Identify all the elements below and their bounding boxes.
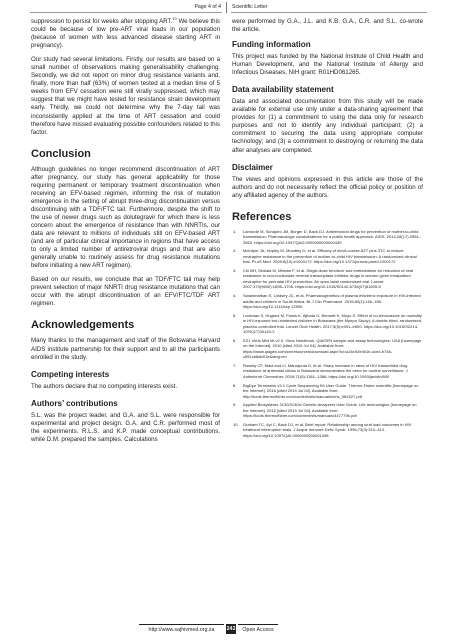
citation-superscript[interactable]: 10 bbox=[172, 15, 177, 21]
paragraph-text: We believe this could be because of low pre-ART viral loads in our population (because of women with less advanced disease starting ART in pregnancy). bbox=[31, 18, 221, 50]
paragraph-conclusion-2: Based on our results, we conclude that an TDF/FTC tail may help prevent selection of major NNRTI drug resistance mutations that can occur with the abrupt discontinuation of an EFV/FTC/TDF ART regimen. bbox=[31, 276, 220, 308]
reference-item[interactable] bbox=[232, 293, 423, 309]
paragraph-limitations: Our study had several limitations. Firstly, our results are based on a small number of observations making generalisability challenging. Secondly, we did not report on minor drug resistance variants and, finally, more than half (63%) of women tested at a median time of 5 weeks from EFV cessation were still virally suppressed, which may suggest that we might have tested for resistance strain development early. Thirdly, we could not determine why the 7-day tail was inconsistently applied at the time of ART cessation and could therefore have missed evaluating possible confounders related to this factor. bbox=[31, 56, 220, 136]
reference-number: 10. bbox=[233, 421, 239, 427]
reference-item[interactable] bbox=[232, 313, 423, 335]
reference-number: 7. bbox=[233, 363, 237, 368]
heading-authors-contributions: Authors’ contributions bbox=[31, 398, 118, 408]
heading-funding: Funding information bbox=[232, 40, 311, 50]
paragraph-funding: This project was funded by the National Institute of Child Health and Human Development, and the National Institute of Allergy and Infectious Diseases, NIH grant: R01HD061265. bbox=[232, 53, 423, 77]
reference-item[interactable] bbox=[232, 402, 423, 418]
heading-competing-interests: Competing interests bbox=[31, 369, 110, 379]
heading-acknowledgements: Acknowledgements bbox=[31, 319, 135, 332]
reference-number: 1. bbox=[233, 228, 237, 234]
reference-item[interactable] bbox=[232, 363, 423, 379]
paragraph-authors-contributions: S.L. was the project leader, and G.A. and S.L. were responsible for experimental and project design. G.A. and C.R. performed most of the experiments. R.L.S. and K.P. made conceptual contributions, while D.M. prepared the samples. Calculations bbox=[31, 411, 220, 443]
reference-text: Graham TC, Ayi C, Back DJ, et al. Brief report: Relationship among viral load outcomes in HIV treatment interruption trials. J Acquir Immune Defic Syndr. 1996;73(3):310–313. https://doi.org/10.1097/QAI.0000000000001098 bbox=[243, 421, 412, 438]
open-access-label: Open Access bbox=[238, 624, 278, 635]
right-column bbox=[232, 18, 423, 442]
reference-number: 3. bbox=[233, 268, 237, 274]
header-rule-right bbox=[231, 12, 427, 13]
footer-page-number: 243 bbox=[226, 626, 236, 632]
header-page-number: Page 4 of 4 bbox=[194, 4, 221, 10]
heading-disclaimer: Disclaimer bbox=[232, 162, 273, 172]
heading-data-availability: Data availability statement bbox=[232, 85, 334, 95]
header-divider bbox=[226, 2, 227, 13]
paragraph-competing-interests: The authors declare that no competing interests exist. bbox=[31, 382, 178, 390]
reference-text: Lamorde M, Schapiro JM, Burger D, Back DJ. Antiretroviral drugs for prevention of mother-to-child transmission: Pharmacologic considerations for a public health approach. AIDS. 2014;28(17):2551–2563. https://doi.org/10.1097/QAD.0000000000000439 bbox=[243, 228, 421, 245]
reference-text: EZ1 Virus Mini kit v2.0, Virus Handbook. QIAGEN sample and assay technologies, USA [homepage on the Internet]. 2010 [cited 2019 Jul 04]. Available from: https://www.qiagen.com/cn/resources/download.aspx?id=a15c92e4b1b-4ce4-b746-c551cb8ab01e&lang=en bbox=[243, 337, 422, 360]
reference-item[interactable] bbox=[232, 422, 423, 438]
heading-conclusion: Conclusion bbox=[31, 147, 91, 160]
paragraph-contributions-cont: were performed by G.A., J.L. and K.B. G.A., C.R. and S.L. co-wrote the article. bbox=[232, 18, 423, 34]
reference-item[interactable] bbox=[232, 383, 423, 399]
paragraph-conclusion-1: Although guidelines no longer recommend discontinuation of ART after pregnancy, our study has general applicability for those requiring permanent or temporary treatment discontinuation when receiving an EFV-based regimen, informing the risk of mutation emergence in the setting of abrupt three-drug discontinuation versus discontinuing with a TDF/FTC tail. Furthermore, despite the shift to the use of newer drugs such as dolutegravir for which there is less concern about the emergence of resistance than with NNRTIs, our data are relevant to millions of individuals still on EFV-based ART (and are of particular clinical importance in regions that have access to only a limited number of antiretroviral drugs and that are also generally unable to routinely assess for drug resistance mutations before initiating a new ART regimen). bbox=[31, 165, 220, 270]
journal-url-link[interactable]: http://www.sajhivmed.org.za bbox=[139, 624, 224, 635]
paragraph-data-availability: Data and associated documentation from this study will be made available for external use only under a data-sharing agreement that provides for (1) a commitment to using the data only for research purposes and not to identify any individual participant; (2) a commitment to securing the data using appropriate computer technology; and (3) a commitment to destroying or returning the data after analyses are completed. bbox=[232, 98, 423, 154]
reference-text: Lockman S, Hughes M, Powis K, Ajibola G, Bennett K, Moyo S. Effect of co-trimoxazole on mortality in HIV-exposed but uninfected children in Botswana (the Mpepu Study): A double-blind, randomised, placebo-controlled trial. Lancet Glob Health. 2017;5(5):e491–e500. https://doi.org/10.1016/S2214-109X(17)30143-2 bbox=[243, 312, 423, 335]
page-header bbox=[0, 0, 453, 13]
reference-text: BigDye Terminator v3.1 Cycle Sequencing Kit User Guide. Thermo-Fisher scientific [homepage on the Internet]. 2016 [cited 2019 Jul 04]. Available from: http://tools.thermofisher.com/content/sfs/manuals/cms_081527.pdf bbox=[243, 382, 419, 399]
reference-text: Chi BH, Sinkala M, Mbewe F, et al. Single-dose tenofovir and emtricitabine for reduction of viral resistance to non-nucleoside reverse transcriptase inhibitor drugs in women given intrapartum nevirapine for perinatal HIV prevention: An open-label randomised trial. Lancet. 2007;370(9600):1698–1705. https://doi.org/10.1016/S0140-6736(07)61605-5 bbox=[243, 268, 414, 290]
reference-item[interactable] bbox=[232, 338, 423, 360]
reference-number: 8. bbox=[233, 382, 237, 388]
header-article-type: Scientific Letter bbox=[232, 4, 268, 10]
reference-number: 6. bbox=[233, 337, 237, 343]
paragraph-disclaimer: The views and opinions expressed in this article are those of the authors and do not necessarily reflect the official policy or position of any affiliated agency of the authors. bbox=[232, 175, 423, 199]
reference-number: 5. bbox=[233, 312, 237, 318]
reference-list bbox=[232, 229, 423, 439]
reference-item[interactable] bbox=[232, 248, 423, 264]
left-column bbox=[31, 15, 221, 450]
reference-number: 4. bbox=[233, 293, 237, 299]
reference-text: McIntyre JA, Hopley M, Moodley D, et al. Efficacy of short-course AZT plus 3TC to reduce nevirapine resistance in the prevention of mother-to-child HIV transmission: A randomized clinical trial. PLoS Med. 2009;6(10):e1000172. https://doi.org/10.1371/journal.pmed.1000172 bbox=[243, 248, 417, 265]
reference-text: Swaminathan S, Lindsey JC, et al. Pharmacogenetics of plasma efavirenz exposure in HIV-infected adults and children in South Africa. Br J Clin Pharmacol. 2015;80(1):146–156. https://doi.org/10.1111/bcp.12590 bbox=[243, 293, 421, 310]
reference-item[interactable] bbox=[232, 229, 423, 245]
paragraph-text: suppression to persist for weeks after stopping ART. bbox=[31, 18, 173, 25]
page-footer bbox=[0, 624, 453, 636]
paragraph-suppression bbox=[31, 15, 221, 50]
reference-text: Applied Biosystems 3130/3130xl Genetic Analyzers User Guide. Life technologies [homepage on the Internet]. 2012 [cited 2019 Jul 04]. Available from: https://tools.thermofisher.com/content/sfs/manuals/4477796.pdf bbox=[243, 402, 417, 419]
reference-number: 9. bbox=[233, 402, 237, 408]
header-rule-left bbox=[30, 12, 222, 13]
reference-number: 2. bbox=[233, 248, 237, 254]
reference-item[interactable] bbox=[232, 268, 423, 290]
reference-text: Rowley CF, MacLeod IJ, Maruapula D, et al. Sharp increase in rates of HIV transmitted drug resistance at antenatal clinics in Botswana demonstrates the need for routine surveillance. J Antimicrob Chemother. 2016;71(5):1361–1366. https://doi.org/10.1093/jac/dkv500 bbox=[243, 363, 408, 379]
paragraph-acknowledgements: Many thanks to the management and staff of the Botswana Harvard AIDS institute partnership for their support and to all the participants enrolled in the study. bbox=[31, 337, 220, 361]
heading-references: References bbox=[232, 210, 292, 223]
